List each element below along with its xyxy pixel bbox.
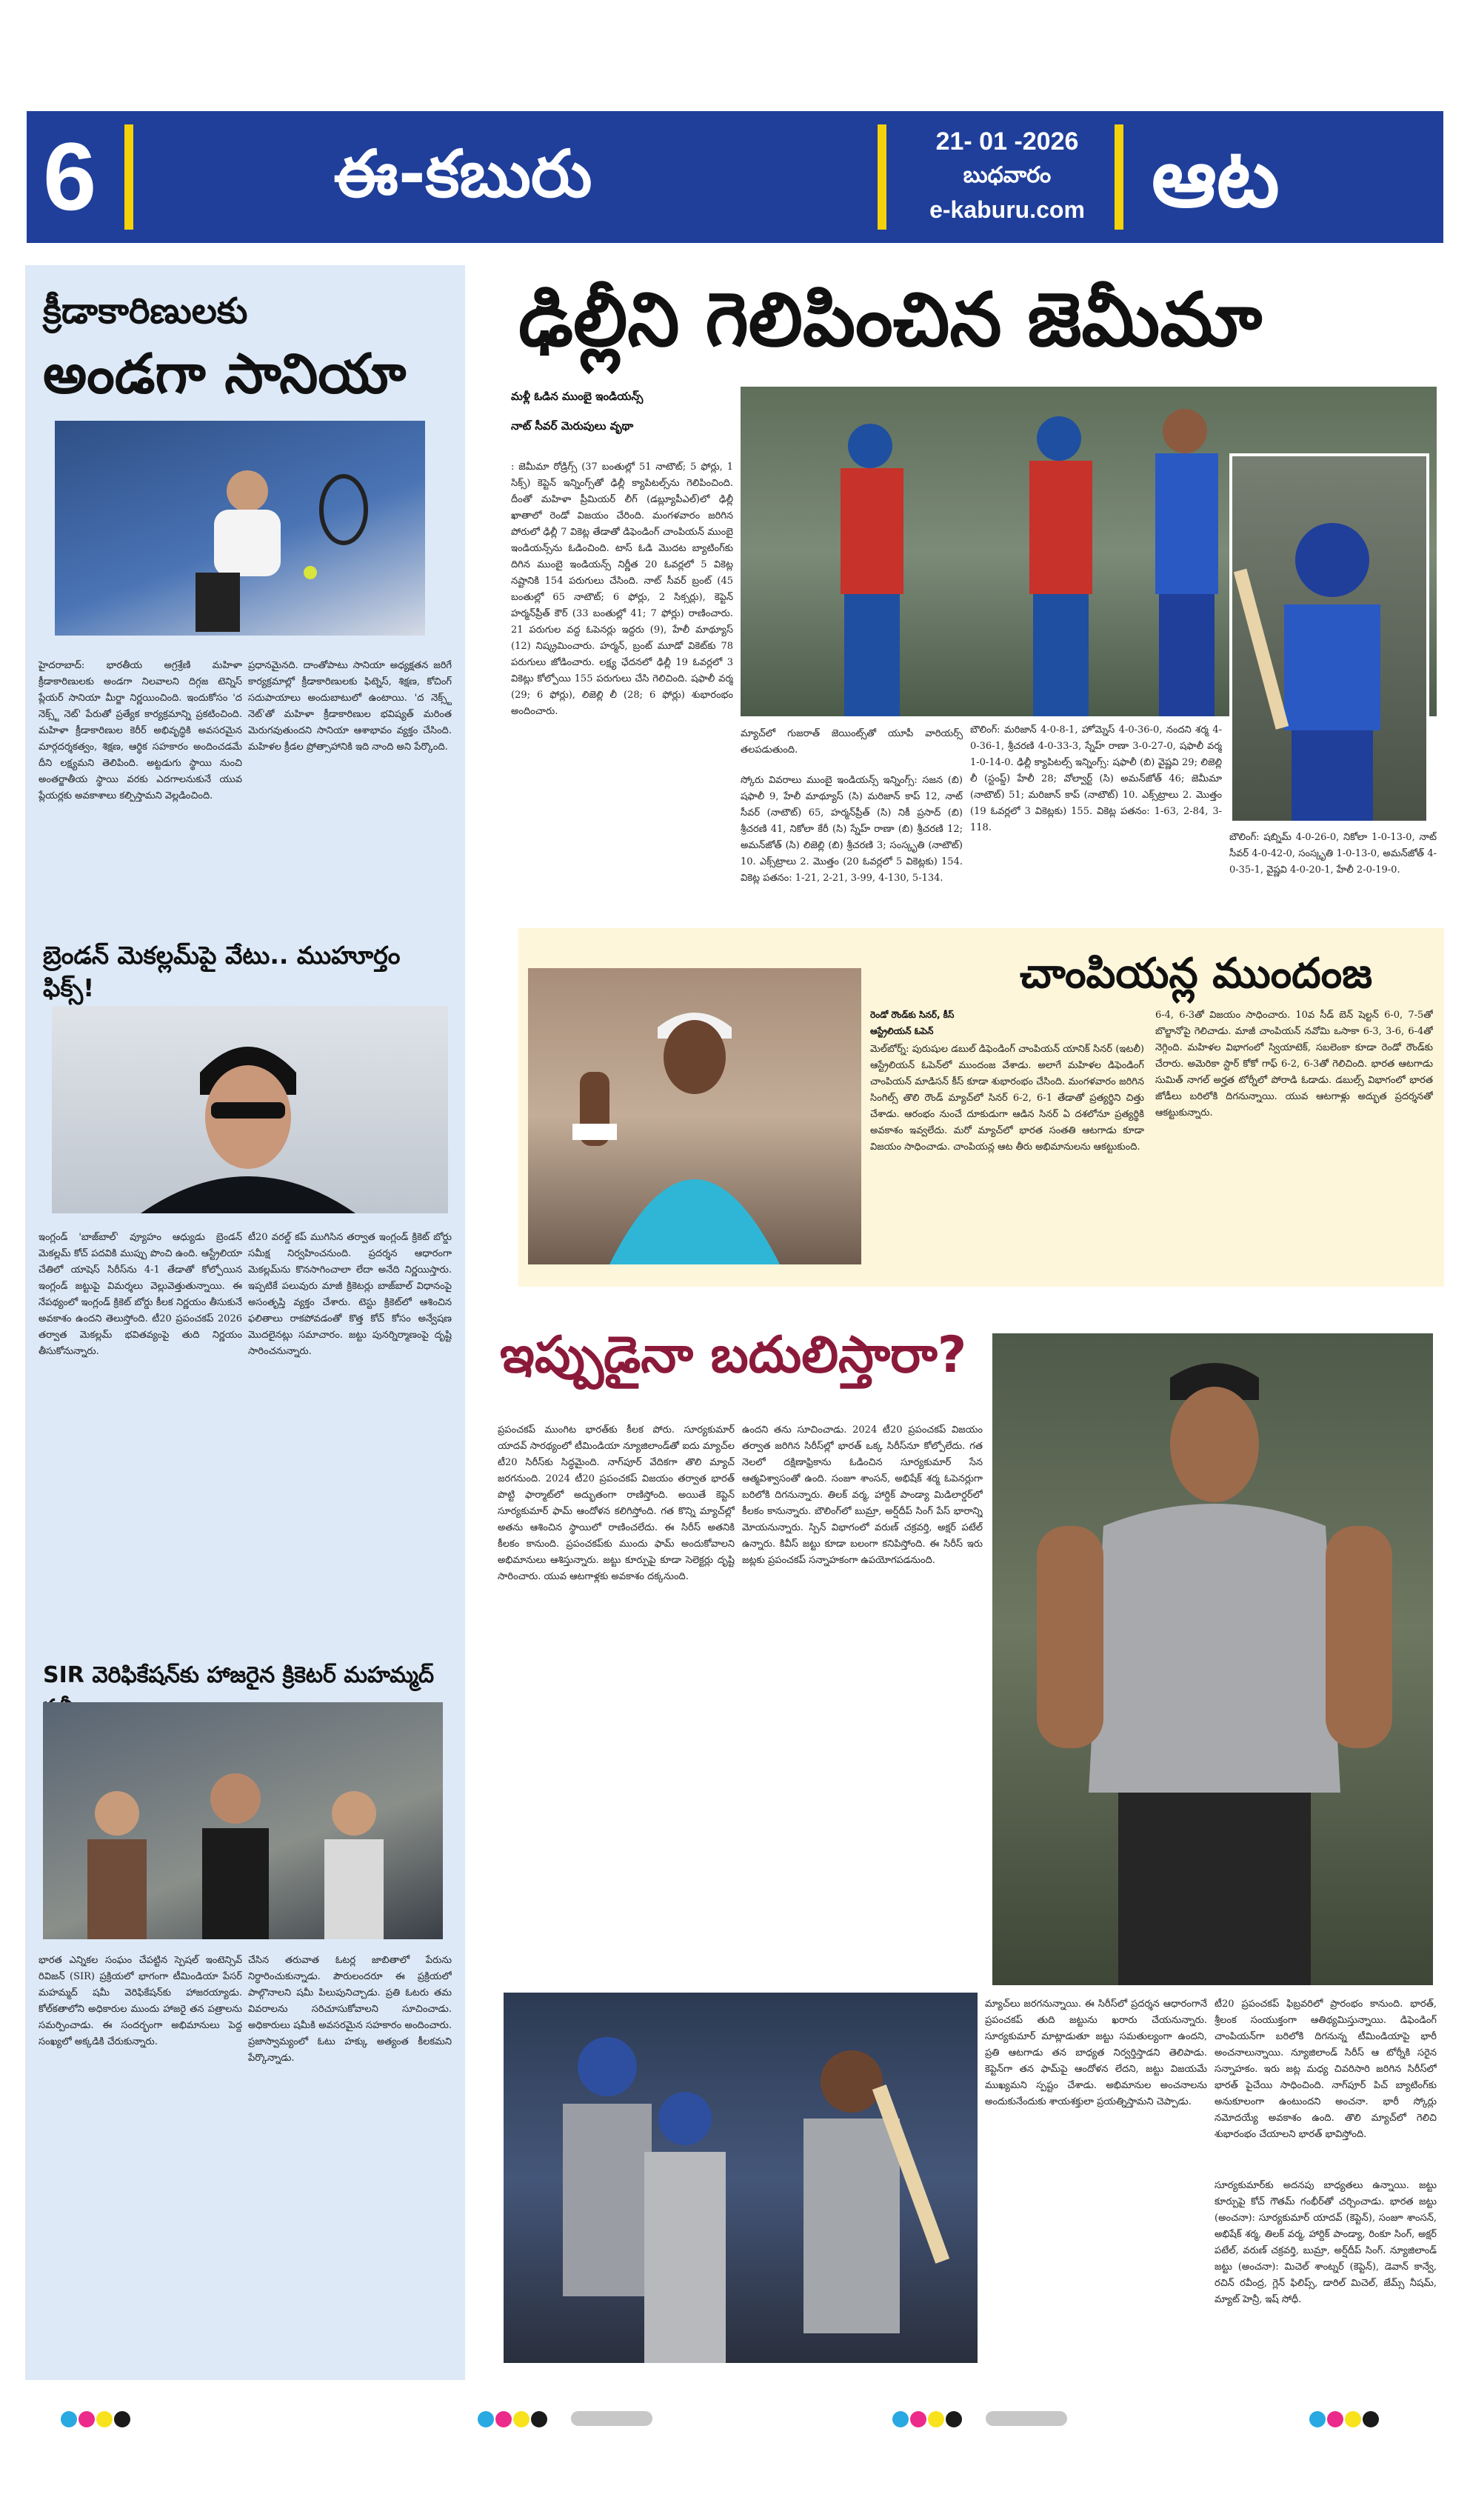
surya-body-col2: ఉందని తను సూచించాడు. 2024 టీ20 ప్రపంచకప్ విజయం తర్వాత జరిగిన సిరీస్‌ల్లో భారత్ ఒక్క సిరీస్‌నూ కోల్పోలేదు. గత నెలలో దక్షిణాఫ్రికాను ఓడించిన సూర్యకుమార్ సేన ఆత్మవిశ్వాసంతో ఉంది. సంజూ శాంసన్, అభిషేక్ శర్మ ఓపెనర్లుగా బరిలోకి దిగనున్నారు. తిలక్ వర్మ, హార్దిక్ పాండ్యా మిడిలార్డర్‌లో కీలకం కానున్నారు. బౌలింగ్‌లో బుమ్రా, అర్ష్‌దీప్ సింగ్ పేస్ భారాన్ని మోయనున్నారు. స్పిన్ విభాగంలో వరుణ్ చక్రవర్తి, అక్షర్ పటేల్ ఉన్నారు. కివీస్ జట్టు కూడా బలంగా కనిపిస్తోంది. ఈ సిరీస్ ఇరు జట్లకు ప్రపంచకప్ సన్నాహకంగా ఉపయోగపడనుంది.: [742, 1424, 983, 1566]
masthead-divider: [124, 124, 133, 230]
magenta-swatch: [495, 2411, 512, 2427]
cyan-swatch: [61, 2411, 77, 2427]
masthead-divider: [1115, 124, 1123, 230]
jemima-bowling: బౌలింగ్: షబ్నిమ్ 4-0-26-0, నికోలా 1-0-13-0, నాట్ సీవర్ 4-0-42-0, సంస్కృతి 1-0-13-0, అమన్‌జోత్ 4-0-35-1, వైష్ణవి 4-0-20-1, హేలీ 2-0-19-0.: [1229, 832, 1437, 876]
surya-title: ఇప్పుడైనా బదులిస్తారా?: [500, 1326, 967, 1384]
surya-practice-photo: [504, 1993, 978, 2363]
champion-byline-2: ఆస్ట్రేలియన్ ఓపెన్: [870, 1026, 934, 1036]
tennis-player-celebrating-image: [528, 968, 861, 1264]
registration-marks: [892, 2411, 1067, 2427]
jemima-title: ఢిల్లీని గెలిపించిన జెమీమా: [518, 276, 1263, 363]
cyan-swatch: [1309, 2411, 1326, 2427]
team-practice-image: [504, 1993, 978, 2363]
jemima-body: : జెమీమా రోడ్రిగ్స్ (37 బంతుల్లో 51 నాటౌట్; 5 ఫోర్లు, 1 సిక్స్) కెప్టెన్ ఇన్నింగ్స్‌తో ఢిల్లీ క్యాపిటల్స్‌ను గెలిపించింది. దీంతో మహిళా ప్రీమియర్ లీగ్ (డబ్ల్యూపీఎల్)లో ఢిల్లీ ఖాతాలో రెండో విజయం చేరింది. మంగళవారం జరిగిన పోరులో ఢిల్లీ 7 వికెట్ల తేడాతో డిఫెండింగ్ చాంపియన్ ముంబై ఇండియన్స్‌ను ఓడించింది. టాస్ ఓడి మొదట బ్యాటింగ్‌కు దిగిన ముంబై ఇండియన్స్ నిర్ణీత 20 ఓవర్లలో 5 వికెట్ల నష్టానికి 154 పరుగులు చేసింది. నాట్ సీవర్ బ్రంట్ (45 బంతుల్లో 65 నాటౌట్; 6 ఫోర్లు, 2 సిక్సర్లు), కెప్టెన్ హర్మన్‌ప్రీత్ కౌర్ (33 బంతుల్లో 41; 7 ఫోర్లు) రాణించారు. 21 పరుగుల వద్ద ఓపెనర్లు ఇద్దరు (9), హేలీ మాథ్యూస్ (12) నిష్క్రమించారు. హర్మన్, బ్రంట్ మూడో వికెట్‌కు 78 పరుగులు జోడించారు. లక్ష్య ఛేదనలో ఢిల్లీ 19 ఓవర్లలో 3 వికెట్లు కోల్పోయి 155 పరుగులు చేసి గెలిచింది. షఫాలీ వర్మ (29; 6 ఫోర్లు), లిజెల్లి లీ (28; 6 ఫోర్లు) శుభారంభం అందించారు.: [511, 461, 733, 717]
sania-photo: [55, 421, 425, 636]
shami-body-col1: భారత ఎన్నికల సంఘం చేపట్టిన స్పెషల్ ఇంటెన్సివ్ రివిజన్ (SIR) ప్రక్రియలో భాగంగా టీమిండియా పేసర్ మహమ్మద్ షమీ వెరిఫికేషన్‌కు హాజరయ్యాడు. కోల్‌కతాలోని అధికారుల ముందు హాజరై తన పత్రాలను సమర్పించాడు. ఈ సందర్భంగా అభిమానులు పెద్ద సంఖ్యలో అక్కడికి చేరుకున్నారు.: [39, 1955, 242, 2047]
champion-body-col1: మెల్‌బోర్న్: పురుషుల డబుల్ డిఫెండింగ్ చాంపియన్ యానిక్ సినర్ (ఇటలీ) ఆస్ట్రేలియన్ ఓపెన్‌లో ముందంజ వేశాడు. అలాగే మహిళల డిఫెండింగ్ చాంపియన్ మాడిసన్ కీస్ కూడా శుభారంభం చేసింది. మంగళవారం జరిగిన సింగిల్స్ తొలి రౌండ్ మ్యాచ్‌లో సినర్ 6-2, 6-1 తేడాతో ప్రత్యర్థిని చిత్తు చేశాడు. ఆరంభం నుంచే దూకుడుగా ఆడిన సినర్ ఏ దశలోనూ ప్రత్యర్థికి అవకాశం ఇవ్వలేదు. మరో మ్యాచ్‌లో భారత సంతతి ఆటగాడు కూడా విజయం సాధించాడు. చాంపియన్ల ఆట తీరు అభిమానులను ఆకట్టుకుంది.: [870, 1044, 1144, 1153]
registration-marks: [61, 2411, 132, 2427]
yellow-swatch: [928, 2411, 944, 2427]
surya-body-col3: మ్యాచ్‌లు జరగనున్నాయి. ఈ సిరీస్‌లో ప్రదర్శన ఆధారంగానే ప్రపంచకప్ తుది జట్టును ఖరారు చేయనున్నారు. సూర్యకుమార్ మాట్లాడుతూ జట్టు సమతుల్యంగా ఉందని, ప్రతి ఆటగాడు తన బాధ్యత నిర్వర్తిస్తాడని తెలిపాడు. కెప్టెన్‌గా తన ఫామ్‌పై ఆందోళన లేదని, జట్టు విజయమే ముఖ్యమని స్పష్టం చేశాడు. అభిమానుల అంచనాలను అందుకునేందుకు శాయశక్తులా ప్రయత్నిస్తామని చెప్పాడు.: [985, 1999, 1207, 2107]
jemima-subhead-2: నాట్ సీవర్ మెరుపులు వృథా: [511, 419, 634, 433]
mccullum-body-col2: టీ20 వరల్డ్ కప్ ముగిసిన తర్వాత ఇంగ్లండ్ క్రికెట్ బోర్డు సమీక్ష నిర్వహించనుంది. ప్రదర్శన ఆధారంగా మెకల్లమ్‌ను కొనసాగించాలా లేదా అనేది నిర్ణయిస్తారు. ఇప్పటికే పలువురు మాజీ క్రికెటర్లు బాజ్‌బాల్ విధానంపై అసంతృప్తి వ్యక్తం చేశారు. టెస్టు క్రికెట్‌లో ఆశించిన ఫలితాలు రాకపోవడంతో కొత్త కోచ్ కోసం అన్వేషణ మొదలైనట్లు సమాచారం. జట్టు పునర్నిర్మాణంపై దృష్టి సారించనున్నారు.: [248, 1232, 452, 1357]
website-link[interactable]: e-kaburu.com: [929, 196, 1085, 223]
brand-logo: ఈ-కబురు: [333, 136, 592, 212]
sania-body-col2: ప్రధానమైనది. దాంతోపాటు సానియా అధ్యక్షతన జరిగే కార్యక్రమాల్లో క్రీడాకారిణులకు ఫిట్నెస్, శిక్షణ, కోచింగ్ సదుపాయాలు అందుబాటులో ఉంటాయి. 'ద నెక్స్ట్ నెట్'తో మహిళా క్రీడాకారిణుల భవిష్యత్ మరింత మెరుగవుతుందని సానియా ఆశాభావం వ్యక్తం చేసింది. మహిళల క్రీడల ప్రోత్సాహానికి ఇది నాంది అని పేర్కొంది.: [248, 660, 452, 753]
batter-helmet-image: [1232, 456, 1429, 824]
black-swatch: [114, 2411, 130, 2427]
champion-body-col2: 6-4, 6-3తో విజయం సాధించారు. 10వ సీడ్ బెన్ షెల్టన్ 6-0, 7-5తో బొల్జానోపై గెలిచాడు. మాజీ చాంపియన్ నవోమి ఒసాకా 6-3, 3-6, 6-4తో నెగ్గింది. మహిళల విభాగంలో స్వియాటెక్, సబలెంకా కూడా రెండో రౌండ్‌కు చేరారు. అమెరికా స్టార్ కోకో గాఫ్ 6-2, 6-3తో గెలిచింది. భారత ఆటగాడు సుమిత్ నాగల్ అర్హత టోర్నీలో పోరాడి ఓడాడు. డబుల్స్ విభాగంలో భారత జోడీలు బరిలోకి దిగనున్నాయి. యువ ఆటగాళ్లు అద్భుత ప్రదర్శనతో ఆకట్టుకున్నారు.: [1155, 1010, 1433, 1119]
yellow-swatch: [513, 2411, 529, 2427]
shami-body-col2: చేసిన తరువాత ఓటర్ల జాబితాలో పేరును నిర్ధారించుకున్నాడు. పౌరులందరూ ఈ ప్రక్రియలో పాల్గొనాలని షమీ పిలుపునిచ్చాడు. ప్రతి ఓటరు తమ వివరాలను సరిచూసుకోవాలని సూచించాడు. అధికారులు షమీకి అవసరమైన సహకారం అందించారు. ప్రజాస్వామ్యంలో ఓటు హక్కు అత్యంత కీలకమని పేర్కొన్నాడు.: [248, 1955, 452, 2064]
issue-date-block: [907, 124, 1107, 227]
tennis-player-image: [55, 421, 425, 636]
mccullum-body-col1: ఇంగ్లండ్ 'బాజ్‌బాల్' వ్యూహం ఆధ్యుడు బ్రెండన్ మెకల్లమ్ కోచ్ పదవికి ముప్పు పొంచి ఉంది. ఆస్ట్రేలియా చేతిలో యాషెస్ సిరీస్‌ను 4-1 తేడాతో కోల్పోయిన ఇంగ్లండ్ జట్టుపై విమర్శలు వెల్లువెత్తుతున్నాయి. ఈ నేపథ్యంలో ఇంగ్లండ్ క్రికెట్ బోర్డు కీలక నిర్ణయం తీసుకునే అవకాశం ఉందని తెలుస్తోంది. టీ20 ప్రపంచకప్ 2026 తర్వాత మెకల్లమ్ భవితవ్యంపై తుది నిర్ణయం తీసుకోనున్నారు.: [39, 1232, 242, 1357]
jemima-scorecard-summary: బౌలింగ్: మరిజాన్ 4-0-8-1, హోమ్నెస్ 4-0-36-0, నందని శర్మ 4-0-36-1, శ్రీచరణి 4-0-33-3, స్నేహ్ రాణా 3-0-27-0, షఫాలీ వర్మ 1-0-14-0. ఢిల్లీ క్యాపిటల్స్ ఇన్నింగ్స్: షఫాలీ (బి) వైష్ణవి 29; లిజెల్లి లీ (స్టంప్డ్) హేలీ 28; వోల్వార్ట్ (సి) అమన్‌జోత్ 46; జెమీమా (నాటౌట్) 51; మరిజాన్ కాప్ (నాటౌట్) 10. ఎక్స్‌ట్రాలు 2. మొత్తం (19 ఓవర్లలో 3 వికెట్లకు) 155. వికెట్ల పతనం: 1-63, 2-84, 3-118.: [970, 724, 1222, 833]
magenta-swatch: [910, 2411, 926, 2427]
sania-body-col1: హైదరాబాద్: భారతీయ అగ్రశ్రేణి మహిళా క్రీడాకారిణులకు అండగా నిలవాలని దిగ్గజ టెన్నిస్ ప్లేయర్ సానియా మీర్జా నిర్ణయించింది. ఇందుకోసం 'ద నెక్స్ట్ నెట్' పేరుతో ప్రత్యేక కార్యక్రమాన్ని ప్రకటించింది. మహిళా క్రీడాకారిణుల కెరీర్ అభివృద్ధికి అవసరమైన మార్గదర్శకత్వం, శిక్షణ, ఆర్థిక సహకారం అందించడమే దీని లక్ష్యమని తెలిపింది. అట్టడుగు స్థాయి నుంచి అంతర్జాతీయ స్థాయి వరకు ఎదగాలనుకునే యువ ప్లేయర్లకు అవకాశాలు కల్పిస్తామని వెల్లడించింది.: [39, 660, 242, 801]
black-swatch: [946, 2411, 962, 2427]
surya-photo: [992, 1333, 1433, 1985]
issue-weekday: బుధవారం: [963, 162, 1052, 188]
magenta-swatch: [78, 2411, 95, 2427]
registration-marks: [478, 2411, 652, 2427]
cyan-swatch: [478, 2411, 494, 2427]
coach-portrait-image: [52, 1006, 448, 1213]
surya-body-col4: టీ20 ప్రపంచకప్ ఫిబ్రవరిలో ప్రారంభం కానుంది. భారత్, శ్రీలంక సంయుక్తంగా ఆతిథ్యమిస్తున్నాయి. డిఫెండింగ్ చాంపియన్‌గా బరిలోకి దిగనున్న టీమిండియాపై భారీ అంచనాలున్నాయి. న్యూజిలాండ్ సిరీస్ ఆ టోర్నీకి సరైన సన్నాహకం. ఇరు జట్ల మధ్య చివరిసారి జరిగిన సిరీస్‌లో భారత్ పైచేయి సాధించింది. నాగ్‌పూర్ పిచ్ బ్యాటింగ్‌కు అనుకూలంగా ఉంటుందని అంచనా. భారీ స్కోర్లు నమోదయ్యే అవకాశం ఉంది. తొలి మ్యాచ్‌లో గెలిచి శుభారంభం చేయాలని భారత్ భావిస్తోంది.: [1215, 1999, 1437, 2140]
gray-bar: [571, 2411, 652, 2426]
champion-photo: [528, 968, 861, 1264]
mccullum-photo: [52, 1006, 448, 1213]
shami-title: SIR వెరిఫికేషన్‌కు హాజరైన క్రికెటర్ మహమ్మద్: [43, 1662, 435, 1688]
cyan-swatch: [892, 2411, 909, 2427]
surya-body-col5: సూర్యకుమార్‌కు అదనపు బాధ్యతలు ఉన్నాయి. జట్టు కూర్పుపై కోచ్ గౌతమ్ గంభీర్‌తో చర్చించాడు. భారత జట్టు (అంచనా): సూర్యకుమార్ యాదవ్ (కెప్టెన్), సంజూ శాంసన్, అభిషేక్ శర్మ, తిలక్ వర్మ, హార్దిక్ పాండ్యా, రింకూ సింగ్, అక్షర్ పటేల్, వరుణ్ చక్రవర్తి, బుమ్రా, అర్ష్‌దీప్ సింగ్. న్యూజిలాండ్ జట్టు (అంచనా): మిచెల్ శాంట్నర్ (కెప్టెన్), డెవాన్ కాన్వే, రచిన్ రవీంద్ర, గ్లెన్ ఫిలిప్స్, డారిల్ మిచెల్, జేమ్స్ నీషమ్, మ్యాట్ హెన్రీ, ఇష్ సోధీ.: [1215, 2180, 1437, 2305]
mccullum-title: బ్రెండన్ మెకల్లమ్‌పై వేటు.. ముహూర్తం ఫిక్స్!: [43, 941, 401, 1002]
registration-marks: [1309, 2411, 1380, 2427]
section-title: ఆట: [1152, 130, 1280, 225]
black-swatch: [531, 2411, 547, 2427]
captain-walking-image: [992, 1333, 1433, 1985]
masthead-divider: [878, 124, 886, 230]
magenta-swatch: [1327, 2411, 1343, 2427]
sania-kicker: క్రీడాకారిణులకు: [43, 290, 248, 332]
yellow-swatch: [96, 2411, 113, 2427]
jemima-scorecard-batting: స్కోరు వివరాలు ముంబై ఇండియన్స్ ఇన్నింగ్స్: సజన (బి) షఫాలీ 9, హేలీ మాథ్యూస్ (సి) మరిజాన్ కాప్ 12, నాట్ సీవర్ (నాటౌట్) 65, హర్మన్‌ప్రీత్ (సి) నికీ ప్రసాద్ (బి) శ్రీచరణి 41, నికోలా కేరీ (సి) స్నేహ్ రాణా (బి) శ్రీచరణి 12; అమన్‌జోత్ (సి) లిజెల్లి (బి) శ్రీచరణి 3; సంస్కృతి (నాటౌట్) 10. ఎక్స్‌ట్రాలు 2. మొత్తం (20 ఓవర్లలో 5 వికెట్లకు) 154. వికెట్ల పతనం: 1-21, 2-21, 3-99, 4-130, 5-134.: [741, 775, 963, 884]
yellow-swatch: [1345, 2411, 1361, 2427]
jemima-caption: మ్యాచ్‌లో గుజరాత్ జెయింట్స్‌తో యూపీ వారియర్స్ తలపడుతుంది.: [741, 728, 963, 756]
jemima-photo-portrait: [1229, 453, 1429, 824]
gray-bar: [986, 2411, 1067, 2426]
black-swatch: [1363, 2411, 1379, 2427]
champion-byline-1: రెండో రౌండ్‌కు సినర్, కీస్: [870, 1010, 955, 1020]
issue-date: 21- 01 -2026: [935, 127, 1079, 156]
jemima-subhead-1: మళ్లీ ఓడిన ముంబై ఇండియన్స్: [511, 390, 644, 403]
crowd-image: [43, 1702, 443, 1939]
page-number: 6: [43, 122, 97, 230]
shami-photo: [43, 1702, 443, 1939]
champion-title: చాంపియన్ల ముందంజ: [1019, 950, 1373, 998]
sania-title: అండగా సానియా: [43, 342, 407, 406]
surya-body-col1: ప్రపంచకప్ ముంగిట భారత్‌కు కీలక పోరు. సూర్యకుమార్ యాదవ్ సారథ్యంలో టీమిండియా న్యూజిలాండ్‌తో ఐదు మ్యాచ్‌ల టీ20 సిరీస్‌కు సిద్ధమైంది. నాగ్‌పూర్ వేదికగా తొలి మ్యాచ్ జరగనుంది. 2024 టీ20 ప్రపంచకప్ విజయం తర్వాత భారత్ పొట్టి ఫార్మాట్‌లో అద్భుతంగా రాణిస్తోంది. అయితే కెప్టెన్ సూర్యకుమార్ ఫామ్ ఆందోళన కలిగిస్తోంది. గత కొన్ని మ్యాచ్‌ల్లో అతను ఆశించిన స్థాయిలో రాణించలేదు. ఈ సిరీస్ అతనికి కీలకం కానుంది. ప్రపంచకప్‌కు ముందు ఫామ్ అందుకోవాలని అభిమానులు ఆశిస్తున్నారు. జట్టు కూర్పుపై కూడా సెలెక్టర్లు దృష్టి సారించారు. యువ ఆటగాళ్లకు అవకాశం దక్కనుంది.: [498, 1424, 735, 1582]
